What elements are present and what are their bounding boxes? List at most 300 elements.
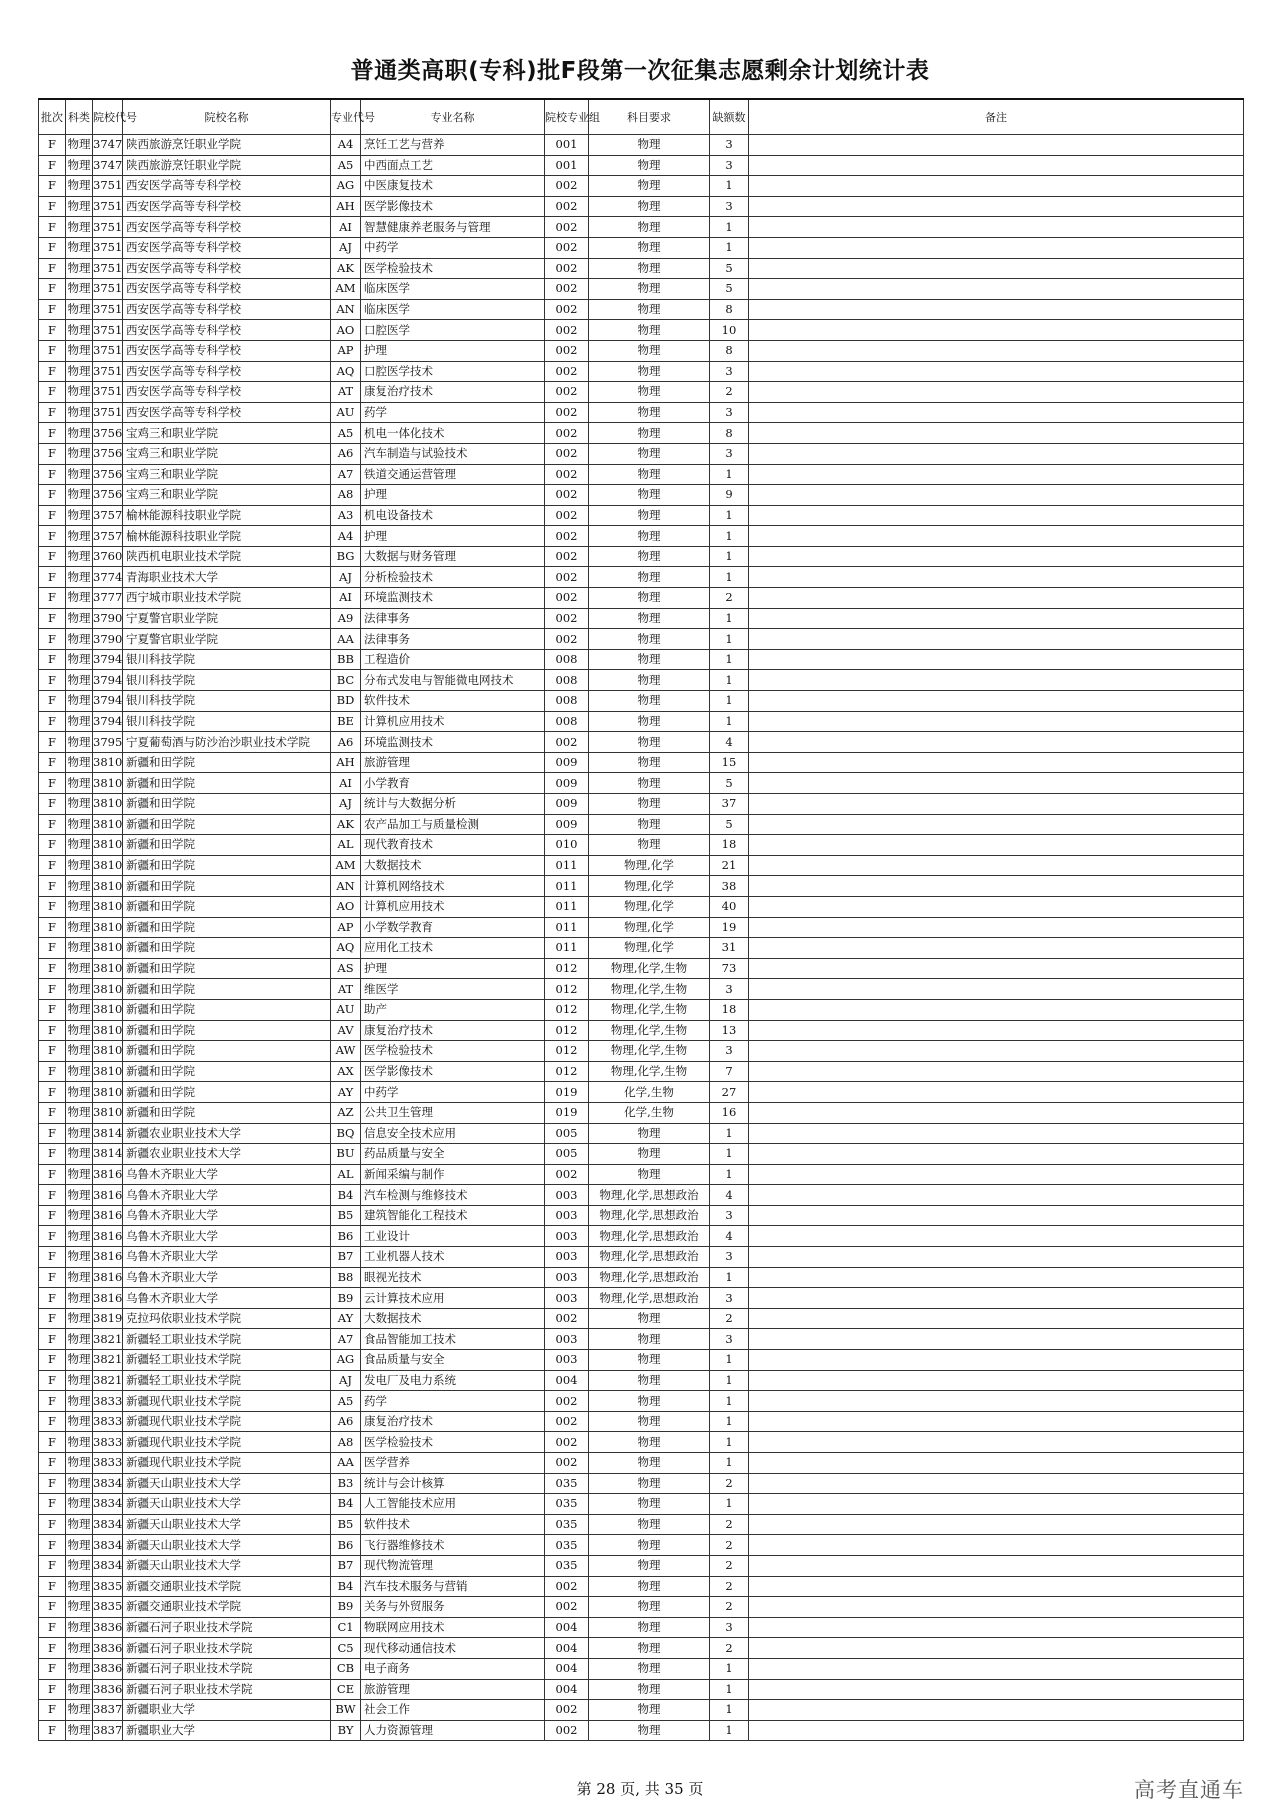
cell-major-code: AM [331,855,361,876]
table-row [39,1267,1244,1288]
cell-school-name: 青海职业技术大学 [123,567,331,588]
cell-batch: F [39,1535,66,1556]
table-row [39,1638,1244,1659]
cell-school-code: 3756 [93,464,123,485]
cell-category: 物理 [66,1329,93,1350]
cell-major-group: 002 [545,1700,589,1721]
cell-major-group: 009 [545,773,589,794]
cell-notes [749,1576,1244,1597]
cell-school-code: 3821 [93,1329,123,1350]
cell-batch: F [39,608,66,629]
cell-school-name: 新疆轻工职业技术学院 [123,1370,331,1391]
cell-batch: F [39,773,66,794]
table-row [39,1226,1244,1247]
cell-major-name: 公共卫生管理 [361,1102,545,1123]
cell-school-code: 3795 [93,732,123,753]
cell-major-name: 机电设备技术 [361,505,545,526]
cell-school-name: 新疆石河子职业技术学院 [123,1638,331,1659]
cell-major-group: 002 [545,732,589,753]
cell-subject-req: 物理 [589,1411,710,1432]
cell-major-group: 002 [545,217,589,238]
cell-school-code: 3810 [93,1102,123,1123]
cell-subject-req: 物理 [589,814,710,835]
cell-category: 物理 [66,608,93,629]
cell-category: 物理 [66,938,93,959]
cell-subject-req: 物理 [589,1370,710,1391]
cell-vacancy: 3 [710,155,749,176]
cell-subject-req: 物理 [589,217,710,238]
cell-major-code: AH [331,196,361,217]
cell-category: 物理 [66,1617,93,1638]
cell-vacancy: 3 [710,1247,749,1268]
cell-major-name: 医学检验技术 [361,1432,545,1453]
cell-notes [749,773,1244,794]
cell-notes [749,1164,1244,1185]
cell-major-code: AQ [331,938,361,959]
cell-category: 物理 [66,1164,93,1185]
cell-subject-req: 物理 [589,1391,710,1412]
cell-major-code: A9 [331,608,361,629]
cell-major-group: 009 [545,794,589,815]
cell-subject-req: 物理 [589,649,710,670]
cell-batch: F [39,1514,66,1535]
cell-subject-req: 物理,化学,思想政治 [589,1247,710,1268]
cell-major-code: A8 [331,1432,361,1453]
page-number: 第 28 页, 共 35 页 [576,1780,704,1798]
cell-school-name: 新疆石河子职业技术学院 [123,1679,331,1700]
cell-major-group: 002 [545,1164,589,1185]
cell-major-code: AJ [331,567,361,588]
cell-major-name: 护理 [361,526,545,547]
cell-notes [749,485,1244,506]
cell-category: 物理 [66,835,93,856]
cell-category: 物理 [66,752,93,773]
cell-batch: F [39,1432,66,1453]
cell-category: 物理 [66,279,93,300]
cell-subject-req: 物理,化学,生物 [589,1041,710,1062]
cell-category: 物理 [66,1288,93,1309]
cell-school-code: 3756 [93,485,123,506]
cell-major-name: 人工智能技术应用 [361,1494,545,1515]
cell-category: 物理 [66,1473,93,1494]
cell-category: 物理 [66,649,93,670]
table-row [39,1679,1244,1700]
cell-school-code: 3790 [93,608,123,629]
cell-school-code: 3834 [93,1473,123,1494]
cell-school-name: 宁夏葡萄酒与防沙治沙职业技术学院 [123,732,331,753]
cell-batch: F [39,752,66,773]
cell-vacancy: 1 [710,1658,749,1679]
cell-vacancy: 8 [710,340,749,361]
cell-school-name: 陕西机电职业技术学院 [123,546,331,567]
cell-school-name: 新疆和田学院 [123,958,331,979]
cell-school-code: 3751 [93,340,123,361]
cell-major-name: 临床医学 [361,299,545,320]
cell-major-group: 002 [545,299,589,320]
cell-major-code: AM [331,279,361,300]
cell-subject-req: 物理 [589,1720,710,1741]
cell-batch: F [39,1720,66,1741]
cell-category: 物理 [66,402,93,423]
cell-school-name: 新疆和田学院 [123,876,331,897]
cell-major-code: B4 [331,1494,361,1515]
cell-batch: F [39,258,66,279]
cell-subject-req: 物理 [589,1638,710,1659]
table-row [39,1535,1244,1556]
table-row [39,814,1244,835]
cell-school-name: 西安医学高等专科学校 [123,320,331,341]
cell-school-code: 3756 [93,423,123,444]
cell-vacancy: 40 [710,896,749,917]
cell-batch: F [39,1102,66,1123]
cell-school-code: 3751 [93,382,123,403]
cell-category: 物理 [66,1679,93,1700]
cell-subject-req: 物理 [589,258,710,279]
cell-major-code: B7 [331,1555,361,1576]
cell-vacancy: 13 [710,1020,749,1041]
cell-category: 物理 [66,1597,93,1618]
cell-major-code: B4 [331,1185,361,1206]
cell-subject-req: 物理 [589,237,710,258]
cell-subject-req: 物理,化学,生物 [589,1061,710,1082]
cell-major-group: 002 [545,402,589,423]
cell-vacancy: 4 [710,1185,749,1206]
table-row [39,485,1244,506]
cell-school-code: 3816 [93,1288,123,1309]
cell-major-code: A6 [331,732,361,753]
cell-school-name: 新疆和田学院 [123,1102,331,1123]
cell-major-group: 011 [545,917,589,938]
cell-major-name: 飞行器维修技术 [361,1535,545,1556]
table-row [39,464,1244,485]
cell-major-code: AX [331,1061,361,1082]
cell-notes [749,691,1244,712]
cell-major-code: AN [331,876,361,897]
cell-major-group: 012 [545,1041,589,1062]
cell-major-group: 002 [545,340,589,361]
cell-major-code: A6 [331,443,361,464]
cell-subject-req: 物理,化学,思想政治 [589,1288,710,1309]
cell-vacancy: 1 [710,691,749,712]
cell-major-group: 003 [545,1350,589,1371]
cell-vacancy: 8 [710,423,749,444]
cell-major-name: 医学影像技术 [361,196,545,217]
cell-school-name: 银川科技学院 [123,711,331,732]
cell-school-code: 3751 [93,176,123,197]
header-batch: 批次 [39,99,66,135]
cell-major-group: 035 [545,1535,589,1556]
cell-notes [749,1720,1244,1741]
cell-category: 物理 [66,320,93,341]
cell-category: 物理 [66,1205,93,1226]
cell-vacancy: 1 [710,1453,749,1474]
cell-school-name: 新疆现代职业技术学院 [123,1432,331,1453]
header-subject-req: 科目要求 [589,99,710,135]
cell-major-code: A3 [331,505,361,526]
cell-notes [749,752,1244,773]
cell-school-code: 3836 [93,1658,123,1679]
cell-vacancy: 1 [710,1350,749,1371]
cell-major-name: 信息安全技术应用 [361,1123,545,1144]
cell-category: 物理 [66,1123,93,1144]
cell-major-group: 001 [545,155,589,176]
cell-notes [749,588,1244,609]
table-row [39,1102,1244,1123]
cell-major-name: 助产 [361,999,545,1020]
cell-notes [749,361,1244,382]
table-row [39,876,1244,897]
cell-subject-req: 物理,化学,思想政治 [589,1205,710,1226]
cell-major-code: AY [331,1308,361,1329]
cell-subject-req: 物理,化学,生物 [589,958,710,979]
cell-school-code: 3837 [93,1700,123,1721]
cell-major-code: BB [331,649,361,670]
cell-school-name: 新疆和田学院 [123,814,331,835]
header-vacancy: 缺额数 [710,99,749,135]
cell-notes [749,608,1244,629]
cell-vacancy: 2 [710,1308,749,1329]
table-row [39,1350,1244,1371]
cell-category: 物理 [66,1658,93,1679]
cell-batch: F [39,1123,66,1144]
cell-vacancy: 5 [710,814,749,835]
cell-school-code: 3810 [93,938,123,959]
cell-major-group: 012 [545,979,589,1000]
cell-school-name: 西安医学高等专科学校 [123,402,331,423]
cell-subject-req: 物理 [589,176,710,197]
cell-school-name: 新疆天山职业技术大学 [123,1535,331,1556]
cell-major-name: 计算机应用技术 [361,711,545,732]
cell-vacancy: 10 [710,320,749,341]
cell-major-group: 002 [545,1576,589,1597]
cell-vacancy: 3 [710,1329,749,1350]
cell-category: 物理 [66,505,93,526]
cell-vacancy: 1 [710,1720,749,1741]
cell-major-name: 新闻采编与制作 [361,1164,545,1185]
cell-major-name: 医学营养 [361,1453,545,1474]
cell-category: 物理 [66,237,93,258]
cell-category: 物理 [66,711,93,732]
cell-major-code: B9 [331,1288,361,1309]
table-row [39,505,1244,526]
cell-major-code: AG [331,1350,361,1371]
table-row [39,938,1244,959]
cell-school-code: 3834 [93,1535,123,1556]
header-school-name: 院校名称 [123,99,331,135]
cell-notes [749,1144,1244,1165]
cell-batch: F [39,1597,66,1618]
cell-category: 物理 [66,876,93,897]
cell-major-code: AT [331,979,361,1000]
cell-category: 物理 [66,1535,93,1556]
cell-vacancy: 7 [710,1061,749,1082]
cell-school-name: 新疆农业职业技术大学 [123,1123,331,1144]
cell-category: 物理 [66,855,93,876]
cell-vacancy: 1 [710,464,749,485]
cell-category: 物理 [66,794,93,815]
cell-notes [749,1432,1244,1453]
cell-major-group: 012 [545,958,589,979]
table-row [39,237,1244,258]
cell-vacancy: 3 [710,135,749,156]
table-row [39,320,1244,341]
cell-school-name: 西安医学高等专科学校 [123,237,331,258]
cell-major-code: AO [331,320,361,341]
cell-school-code: 3814 [93,1123,123,1144]
cell-batch: F [39,382,66,403]
cell-major-name: 机电一体化技术 [361,423,545,444]
cell-batch: F [39,938,66,959]
cell-school-name: 新疆交通职业技术学院 [123,1597,331,1618]
cell-school-code: 3777 [93,588,123,609]
cell-school-code: 3757 [93,526,123,547]
cell-vacancy: 2 [710,1555,749,1576]
cell-notes [749,896,1244,917]
cell-major-name: 关务与外贸服务 [361,1597,545,1618]
cell-major-group: 002 [545,608,589,629]
cell-school-name: 西安医学高等专科学校 [123,382,331,403]
table-row [39,855,1244,876]
cell-vacancy: 1 [710,1267,749,1288]
table-row [39,340,1244,361]
cell-notes [749,1247,1244,1268]
cell-category: 物理 [66,979,93,1000]
cell-category: 物理 [66,588,93,609]
table-row [39,526,1244,547]
cell-school-name: 西宁城市职业技术学院 [123,588,331,609]
cell-major-name: 软件技术 [361,1514,545,1535]
cell-school-name: 新疆轻工职业技术学院 [123,1329,331,1350]
cell-subject-req: 物理 [589,794,710,815]
cell-category: 物理 [66,1102,93,1123]
cell-major-group: 002 [545,196,589,217]
cell-notes [749,1411,1244,1432]
cell-school-code: 3794 [93,691,123,712]
cell-subject-req: 物理 [589,1535,710,1556]
cell-major-group: 002 [545,443,589,464]
cell-school-name: 乌鲁木齐职业大学 [123,1164,331,1185]
cell-notes [749,958,1244,979]
cell-school-name: 新疆和田学院 [123,794,331,815]
cell-vacancy: 3 [710,443,749,464]
cell-school-code: 3816 [93,1226,123,1247]
cell-batch: F [39,1453,66,1474]
table-row [39,1432,1244,1453]
table-row [39,382,1244,403]
cell-batch: F [39,320,66,341]
cell-subject-req: 物理 [589,443,710,464]
cell-notes [749,526,1244,547]
table-row [39,629,1244,650]
cell-major-group: 002 [545,258,589,279]
cell-batch: F [39,279,66,300]
cell-school-code: 3833 [93,1391,123,1412]
cell-major-name: 现代移动通信技术 [361,1638,545,1659]
cell-vacancy: 1 [710,1144,749,1165]
cell-subject-req: 物理 [589,546,710,567]
watermark-text: 高考直通车 [1134,1778,1244,1802]
cell-notes [749,1473,1244,1494]
cell-major-name: 汽车技术服务与营销 [361,1576,545,1597]
cell-vacancy: 1 [710,567,749,588]
cell-school-code: 3810 [93,814,123,835]
cell-notes [749,402,1244,423]
cell-vacancy: 2 [710,1576,749,1597]
cell-vacancy: 1 [710,1411,749,1432]
cell-major-group: 002 [545,485,589,506]
cell-major-name: 药学 [361,402,545,423]
cell-major-code: B5 [331,1514,361,1535]
cell-notes [749,1514,1244,1535]
cell-subject-req: 物理 [589,1555,710,1576]
cell-notes [749,217,1244,238]
table-row [39,1082,1244,1103]
cell-subject-req: 物理 [589,320,710,341]
cell-major-group: 003 [545,1205,589,1226]
cell-notes [749,423,1244,444]
cell-category: 物理 [66,526,93,547]
cell-category: 物理 [66,670,93,691]
cell-school-name: 陕西旅游烹饪职业学院 [123,135,331,156]
cell-subject-req: 物理 [589,135,710,156]
cell-category: 物理 [66,1494,93,1515]
cell-major-name: 护理 [361,340,545,361]
cell-major-code: AP [331,917,361,938]
cell-vacancy: 2 [710,588,749,609]
cell-school-code: 3810 [93,855,123,876]
cell-major-code: AO [331,896,361,917]
cell-school-name: 新疆和田学院 [123,896,331,917]
cell-notes [749,1597,1244,1618]
cell-batch: F [39,958,66,979]
cell-major-group: 005 [545,1123,589,1144]
cell-subject-req: 物理 [589,361,710,382]
cell-batch: F [39,1329,66,1350]
cell-notes [749,1638,1244,1659]
table-row [39,1473,1244,1494]
cell-vacancy: 1 [710,1370,749,1391]
cell-school-code: 3810 [93,917,123,938]
cell-notes [749,1700,1244,1721]
cell-vacancy: 9 [710,485,749,506]
cell-major-group: 010 [545,835,589,856]
cell-vacancy: 1 [710,1164,749,1185]
cell-notes [749,279,1244,300]
cell-major-group: 002 [545,1453,589,1474]
cell-major-code: A4 [331,135,361,156]
cell-batch: F [39,1267,66,1288]
cell-school-code: 3790 [93,629,123,650]
cell-major-code: AN [331,299,361,320]
cell-major-code: AV [331,1020,361,1041]
cell-major-name: 大数据技术 [361,855,545,876]
cell-school-code: 3751 [93,237,123,258]
table-row [39,958,1244,979]
cell-major-group: 002 [545,567,589,588]
cell-vacancy: 3 [710,402,749,423]
cell-batch: F [39,155,66,176]
cell-major-name: 食品质量与安全 [361,1350,545,1371]
cell-major-name: 人力资源管理 [361,1720,545,1741]
cell-major-name: 中药学 [361,1082,545,1103]
cell-batch: F [39,135,66,156]
cell-vacancy: 3 [710,1041,749,1062]
cell-school-code: 3834 [93,1494,123,1515]
cell-major-group: 003 [545,1329,589,1350]
cell-subject-req: 物理 [589,1700,710,1721]
table-row [39,1370,1244,1391]
cell-subject-req: 物理 [589,340,710,361]
